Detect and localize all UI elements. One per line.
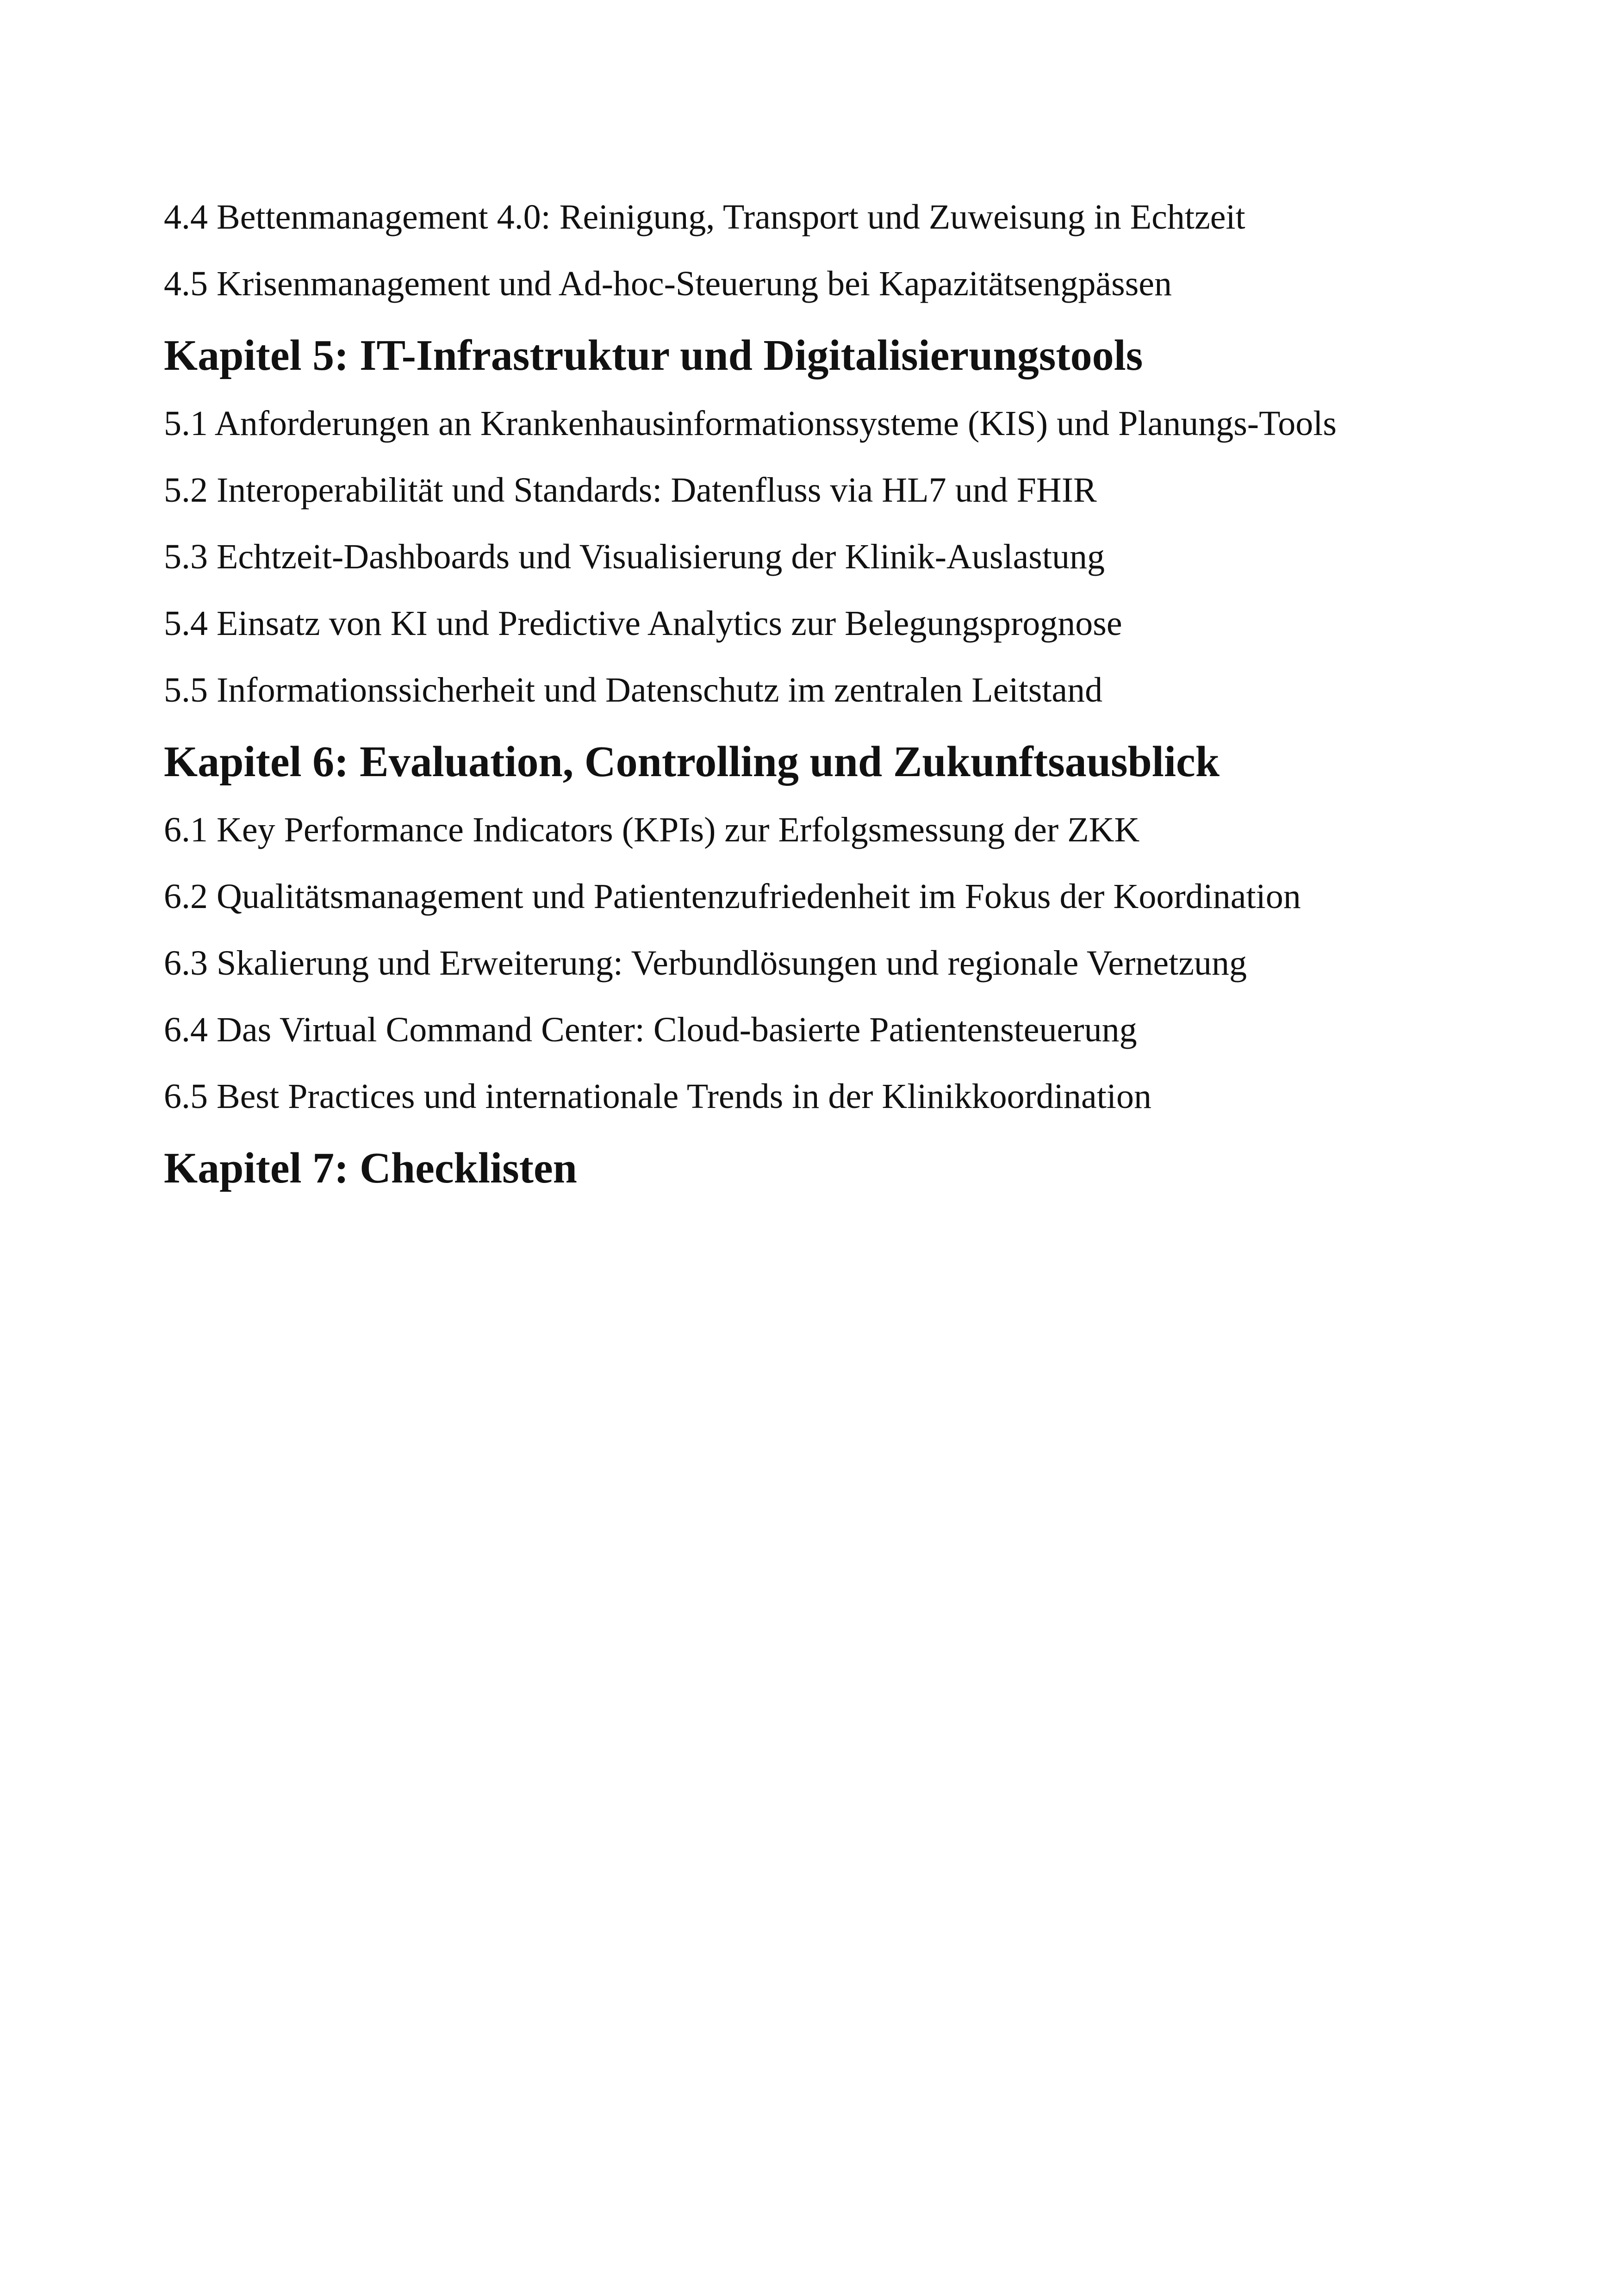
toc-entry-5-5: 5.5 Informationssicherheit und Datenschutz im zentralen Leitstand xyxy=(164,671,1103,709)
toc-entry-5-2: 5.2 Interoperabilität und Standards: Datenfluss via HL7 und FHIR xyxy=(164,471,1097,510)
toc-entry-5-3: 5.3 Echtzeit-Dashboards und Visualisierung der Klinik-Auslastung xyxy=(164,537,1105,576)
toc-entry-6-3: 6.3 Skalierung und Erweiterung: Verbundlösungen und regionale Vernetzung xyxy=(164,944,1247,983)
toc-entry-6-2: 6.2 Qualitätsmanagement und Patientenzufriedenheit im Fokus der Koordination xyxy=(164,877,1301,916)
table-of-contents xyxy=(164,197,1460,1216)
toc-entry-6-4: 6.4 Das Virtual Command Center: Cloud-basierte Patientensteuerung xyxy=(164,1010,1137,1049)
toc-entry-4-4: 4.4 Bettenmanagement 4.0: Reinigung, Transport und Zuweisung in Echtzeit xyxy=(164,198,1245,236)
chapter-heading-7: Kapitel 7: Checklisten xyxy=(164,1144,577,1192)
toc-entry-6-1: 6.1 Key Performance Indicators (KPIs) zur Erfolgsmessung der ZKK xyxy=(164,810,1140,849)
toc-entry-6-5: 6.5 Best Practices und internationale Trends in der Klinikkoordination xyxy=(164,1077,1152,1116)
toc-entry-5-1: 5.1 Anforderungen an Krankenhausinformationssysteme (KIS) und Planungs-Tools xyxy=(164,404,1337,443)
chapter-heading-5: Kapitel 5: IT-Infrastruktur und Digitalisierungstools xyxy=(164,331,1143,380)
chapter-heading-6: Kapitel 6: Evaluation, Controlling und Zukunftsausblick xyxy=(164,738,1220,786)
toc-entry-4-5: 4.5 Krisenmanagement und Ad-hoc-Steuerung bei Kapazitätsengpässen xyxy=(164,264,1172,303)
toc-entry-5-4: 5.4 Einsatz von KI und Predictive Analytics zur Belegungsprognose xyxy=(164,604,1122,643)
